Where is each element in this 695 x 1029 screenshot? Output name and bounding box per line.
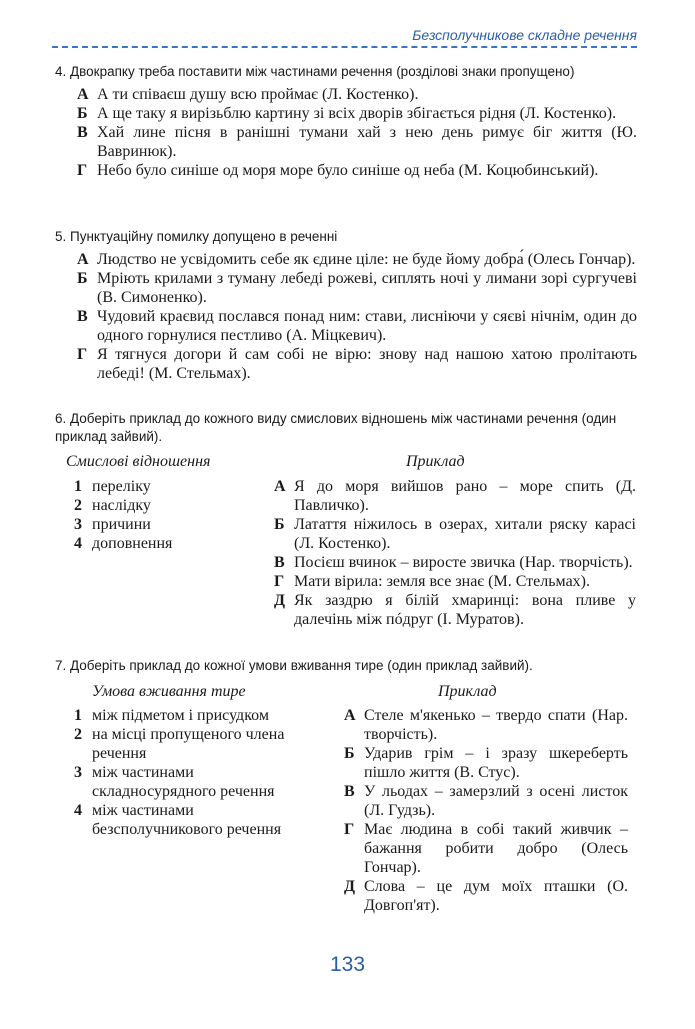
- option-a: [77, 250, 637, 269]
- option-text: Хай лине пісня в ранішні тумани хай з нею день римує біг життя (Ю. Вавринюк).: [97, 124, 637, 160]
- item-text: на місці пропущеного члена речення: [92, 726, 285, 762]
- option-text: Посієш вчинок – виросте звичка (Нар. творчість).: [294, 554, 633, 571]
- option-text: Мріють крилами з туману лебеді рожеві, сиплять ночі у лимани зорі сургучеві (В. Симоненко).: [97, 270, 637, 306]
- list-item: [74, 534, 264, 553]
- right-column-header: Приклад: [438, 683, 497, 700]
- question-5-options: [77, 250, 637, 383]
- header-divider: [52, 46, 637, 48]
- item-text: переліку: [92, 478, 151, 495]
- option-text: Людство не усвідомить себе як єдине ціле: не буде йому добра́ (Олесь Гончар).: [97, 251, 636, 268]
- option-letter: Г: [274, 573, 285, 590]
- option-v: [77, 123, 637, 161]
- option-letter: Г: [77, 162, 88, 179]
- example-b: [344, 744, 628, 782]
- list-item: [74, 725, 308, 763]
- question-5-prompt: 5. Пунктуаційну помилку допущено в реченні: [55, 229, 338, 244]
- page-number: 133: [329, 953, 366, 976]
- option-letter: В: [344, 783, 355, 800]
- option-letter: В: [77, 308, 88, 325]
- left-column-header: Смислові відношення: [66, 453, 211, 470]
- question-4-options: [77, 85, 637, 180]
- item-text: між підметом і присудком: [92, 707, 269, 724]
- option-h: [77, 345, 637, 383]
- option-letter: А: [344, 707, 356, 724]
- option-letter: А: [274, 478, 286, 495]
- list-item: [74, 706, 308, 725]
- question-7-items: [74, 706, 308, 839]
- option-letter: А: [77, 86, 89, 103]
- option-letter: В: [77, 124, 88, 141]
- left-column-header: Умова вживання тире: [92, 683, 246, 700]
- option-text: У льодах – замерзлий з осені листок (Л. Гудзь).: [364, 783, 628, 819]
- option-text: Я до моря вийшов рано – море спить (Д. Павличко).: [294, 478, 636, 514]
- list-item: [74, 515, 264, 534]
- item-text: між частинами безсполучникового речення: [92, 802, 282, 838]
- option-letter: А: [77, 251, 89, 268]
- item-number: 3: [74, 516, 82, 533]
- option-text: А ти співаєш душу всю проймає (Л. Костенко).: [97, 86, 419, 103]
- running-header: Безсполучникове складне речення: [412, 27, 637, 43]
- example-a: [274, 477, 636, 515]
- example-d: [274, 591, 636, 629]
- right-column-header: Приклад: [406, 453, 465, 470]
- option-b: [77, 104, 637, 123]
- question-7-prompt: 7. Доберіть приклад до кожної умови вживання тире (один приклад зайвий).: [55, 658, 533, 673]
- option-v: [77, 307, 637, 345]
- item-number: 1: [74, 478, 82, 495]
- option-b: [77, 269, 637, 307]
- option-text: Латаття ніжилось в озерах, хитали ряску карасі (Л. Костенко).: [294, 516, 636, 552]
- example-v: [344, 782, 628, 820]
- question-6-examples: [274, 477, 636, 629]
- option-text: Я тягнуся догори й сам собі не вірю: знову над нашою хатою пролітають лебеді! (М. Стельмах).: [97, 346, 637, 382]
- item-number: 2: [74, 726, 82, 743]
- option-text: Мати вірила: земля все знає (М. Стельмах).: [294, 573, 590, 590]
- question-6-prompt: 6. Доберіть приклад до кожного виду смислових відношень між частинами речення (один приклад зайвий).: [55, 411, 617, 444]
- option-letter: Б: [77, 105, 88, 122]
- question-4-prompt: 4. Двокрапку треба поставити між частинами речення (розділові знаки пропущено): [55, 64, 575, 79]
- option-text: Стеле м'якенько – твердо спати (Нар. творчість).: [364, 707, 628, 743]
- list-item: [74, 763, 308, 801]
- item-number: 3: [74, 764, 82, 781]
- question-7-examples: [344, 706, 628, 915]
- example-b: [274, 515, 636, 553]
- option-letter: Б: [274, 516, 285, 533]
- option-text: Як заздрю я білій хмаринці: вона пливе у далечінь між пóдруг (І. Муратов).: [294, 592, 636, 628]
- example-v: [274, 553, 636, 572]
- option-text: Має людина в собі такий живчик – бажання робити добро (Олесь Гончар).: [364, 821, 628, 876]
- option-h: [77, 161, 637, 180]
- item-text: доповнення: [92, 535, 173, 552]
- item-number: 4: [74, 802, 82, 819]
- option-text: Чудовий краєвид послався понад ним: стави, лиснiючи у сяєві нічнім, один до одного горнулися пестливо (А. Міцкевич).: [97, 308, 637, 344]
- option-text: А ще таку я вирізьблю картину зі всіх дворів збігається рідня (Л. Костенко).: [97, 105, 617, 122]
- option-letter: В: [274, 554, 285, 571]
- option-a: [77, 85, 637, 104]
- option-letter: Г: [77, 346, 88, 363]
- option-letter: Б: [77, 270, 88, 287]
- list-item: [74, 801, 308, 839]
- question-6-items: [74, 477, 264, 553]
- item-number: 2: [74, 497, 82, 514]
- item-text: причини: [92, 516, 151, 533]
- item-text: між частинами складносурядного речення: [92, 764, 275, 800]
- example-h: [274, 572, 636, 591]
- option-letter: Б: [344, 745, 355, 762]
- option-letter: Г: [344, 821, 355, 838]
- option-text: Ударив грім – і зразу шкереберть пішло життя (В. Стус).: [364, 745, 628, 781]
- item-number: 4: [74, 535, 82, 552]
- option-letter: Д: [344, 878, 356, 895]
- example-a: [344, 706, 628, 744]
- example-d: [344, 877, 628, 915]
- list-item: [74, 496, 264, 515]
- item-text: наслідку: [92, 497, 151, 514]
- option-text: Слова – це дум моїх пташки (О. Довгоп'ят).: [364, 878, 628, 914]
- example-h: [344, 820, 628, 877]
- option-text: Небо було синіше од моря море було синіше од неба (М. Коцюбинський).: [97, 162, 599, 179]
- list-item: [74, 477, 264, 496]
- option-letter: Д: [274, 592, 286, 609]
- item-number: 1: [74, 707, 82, 724]
